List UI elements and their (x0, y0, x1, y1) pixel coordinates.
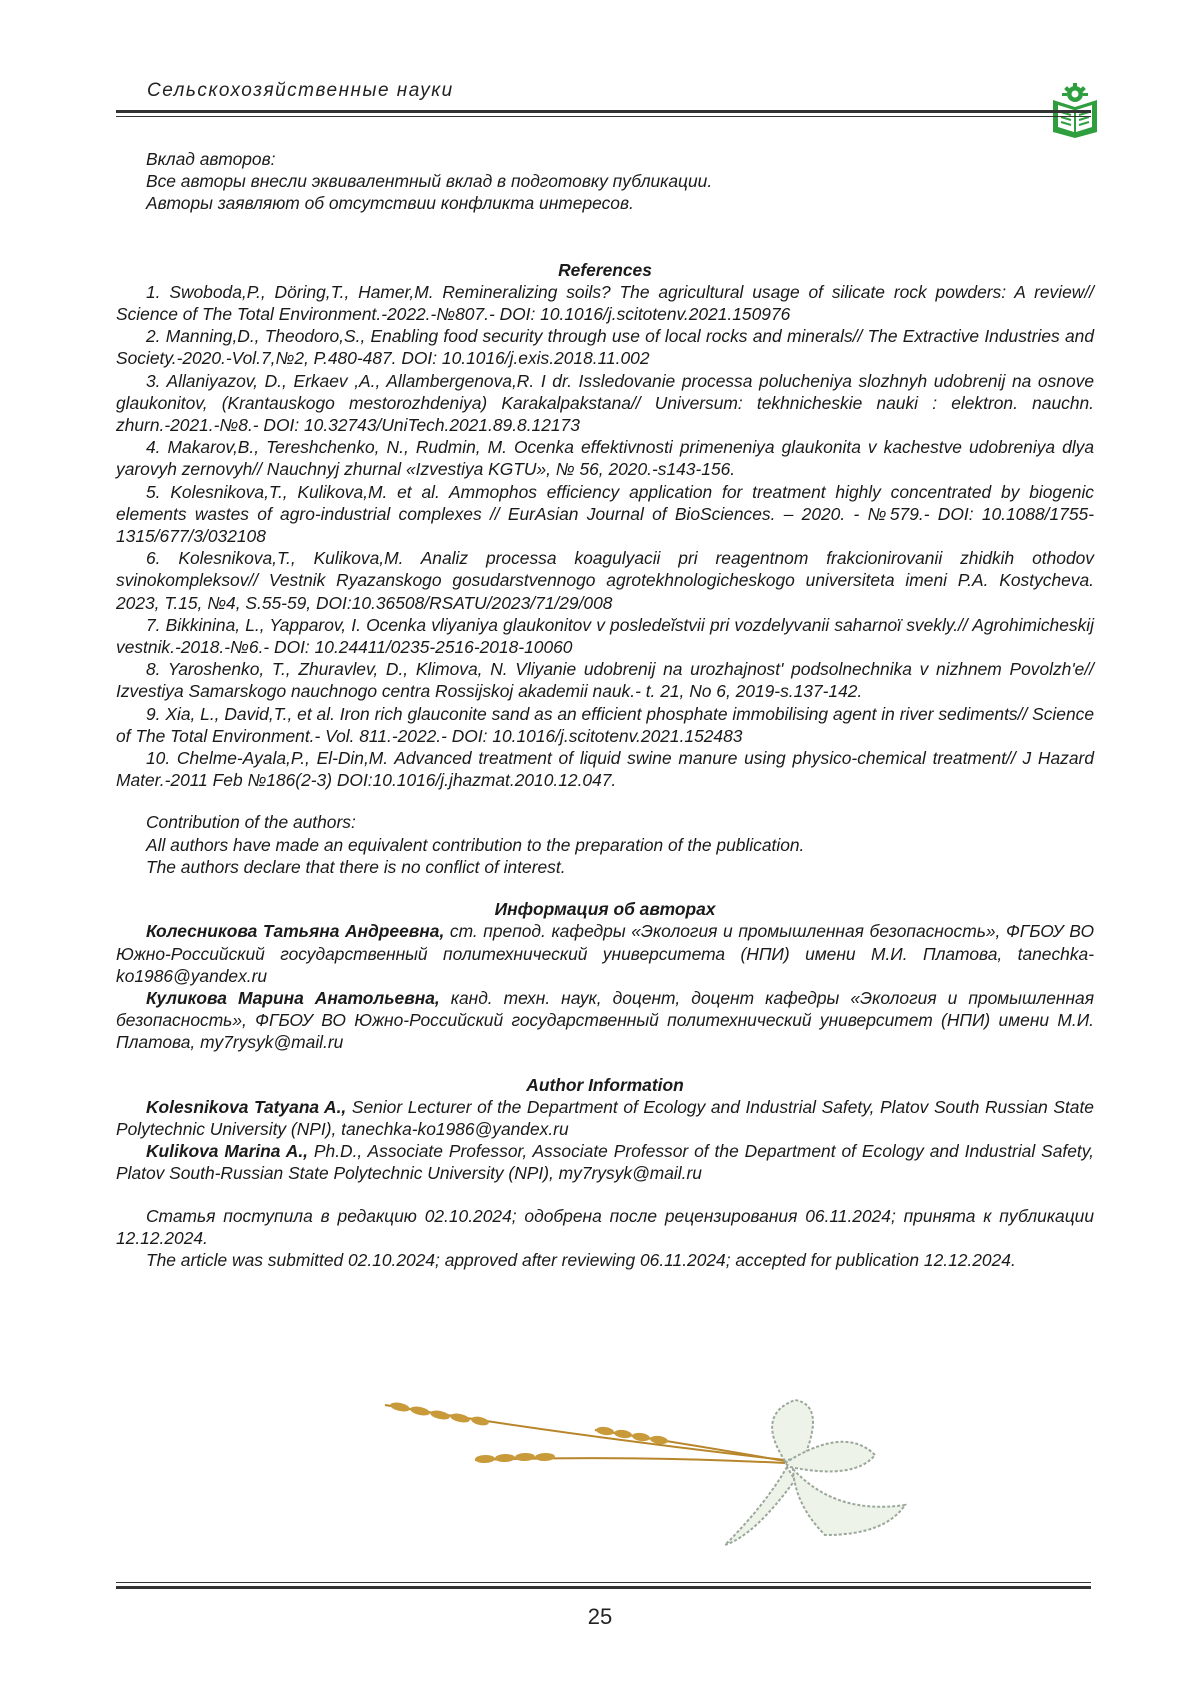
authors-ru-heading: Информация об авторах (494, 899, 716, 920)
author-ru-1 (116, 920, 1094, 987)
contrib-en-line1: All authors have made an equivalent contribution to the preparation of the publication. (146, 834, 805, 855)
authors-en-heading: Author Information (526, 1074, 684, 1095)
references-heading: References (558, 259, 652, 280)
wheat-ears-ribbon-icon (365, 1385, 945, 1565)
footer-rule-thick (116, 1586, 1091, 1589)
contrib-ru-line2: Авторы заявляют об отсутствии конфликта интересов. (146, 193, 634, 214)
reference-item: 2. Manning,D., Theodoro,S., Enabling food security through use of local rocks and minerals// The Extractive Industries and Society.-2020.-Vol.7,№2, P.480-487. DOI: 10.1016/j.exis.2018.11.002 (116, 326, 1094, 369)
header-rule-thin (116, 116, 1091, 117)
journal-section-title: Сельскохозяйственные науки (147, 80, 454, 101)
author-en-2-details: Ph.D., Associate Professor, Associate Professor of the Department of Ecology and Industrial Safety, Platov South-Russian State Polytechnic University (NPI), my7rysyk@mail.ru (116, 1141, 1094, 1184)
author-ru-2 (116, 987, 1094, 1054)
reference-item: 3. Allaniyazov, D., Erkaev ,A., Allambergenova,R. I dr. Issledovanie processa polucheniya slozhnyh udobrenij na osnove glaukonitov, (Krantauskogo mestorozhdeniya) Karakalpakstana// Universum: tekhnicheskie nauki : elektron. nauchn. zhurn.-2021.-№8.- DOI: 10.32743/UniTech.2021.89.8.12173 (116, 370, 1094, 436)
contrib-ru-line1: Все авторы внесли эквивалентный вклад в подготовку публикации. (146, 171, 713, 192)
reference-item: 8. Yaroshenko, T., Zhuravlev, D., Klimova, N. Vliyanie udobrenij na urozhajnost' podsolnechnika v nizhnem Povolzh'e// Izvestiya Samarskogo nauchnogo centra Rossijskoj akademii nauk.- t. 21, No 6, 2019-s.137-142. (116, 659, 1094, 702)
author-en-2-name: Kulikova Marina A., (146, 1141, 308, 1162)
author-ru-2-name: Куликова Марина Анатольевна, (146, 987, 440, 1008)
reference-item: 1. Swoboda,P., Döring,T., Hamer,M. Remineralizing soils? The agricultural usage of silicate rock powders: A review// Science of The Total Environment.-2022.-№807.- DOI: 10.1016/j.scitotenv.2021.150976 (116, 281, 1094, 325)
reference-item: 7. Bikkinina, L., Yapparov, I. Ocenka vliyaniya glaukonitov v posledeĭstvii pri vozdelyvanii saharnoї svekly.// Agrohimicheskij vestnik.-2018.-№6.- DOI: 10.24411/0235-2516-2018-10060 (116, 614, 1094, 658)
dates-ru: Статья поступила в редакцию 02.10.2024; одобрена после рецензирования 06.11.2024; принята к публикации 12.12.2024. (116, 1205, 1094, 1248)
dates-en: The article was submitted 02.10.2024; approved after reviewing 06.11.2024; accepted for publication 12.12.2024. (146, 1249, 1016, 1270)
reference-item: 4. Makarov,B., Tereshchenko, N., Rudmin, M. Ocenka effektivnosti primeneniya glaukonita v kachestve udobreniya dlya yarovyh zernovyh// Nauchnyj zhurnal «Izvestiya KGTU», № 56, 2020.-s143-156. (116, 437, 1094, 480)
author-ru-1-details: ст. препод. кафедры «Экология и промышленная безопасность», ФГБОУ ВО Южно-Российский государственный политехнический университета (НПИ) имени М.И. Платова, tanechka-ko1986@yandex.ru (116, 921, 1094, 986)
contrib-en-line2: The authors declare that there is no conflict of interest. (146, 856, 566, 877)
author-ru-1-name: Колесникова Татьяна Андреевна, (146, 921, 445, 942)
reference-item: 6. Kolesnikova,T., Kulikova,M. Analiz processa koagulyacii pri reagentnom frakcionirovanii zhidkih othodov svinokompleksov// Vestnik Ryazanskogo gosudarstvennogo agrotekhnologicheskogo universiteta imeni P.A. Kostycheva. 2023, T.15, №4, S.55-59, DOI:10.36508/RSATU/2023/71/29/008 (116, 548, 1094, 613)
reference-item: 9. Xia, L., David,T., et al. Iron rich glauconite sand as an efficient phosphate immobilising agent in river sediments// Science of The Total Environment.- Vol. 811.-2022.- DOI: 10.1016/j.scitotenv.2021.152483 (116, 703, 1094, 746)
contrib-en-heading: Contribution of the authors: (146, 812, 356, 833)
footer-rule-thin (116, 1582, 1091, 1583)
header-rule-thick (116, 110, 1091, 113)
author-en-1 (116, 1096, 1094, 1140)
author-en-1-name: Kolesnikova Tatyana A., (146, 1096, 347, 1117)
page-number: 25 (587, 1604, 613, 1629)
reference-item: 5. Kolesnikova,T., Kulikova,M. et al. Ammophos efficiency application for treatment highly concentrated by biogenic elements wastes of agro-industrial complexes // EurAsian Journal of BioSciences. – 2020. - №579.- DOI: 10.1088/1755-1315/677/3/032108 (116, 481, 1094, 547)
author-en-2 (116, 1140, 1094, 1184)
page-content (116, 148, 1094, 1271)
contrib-ru-heading: Вклад авторов: (146, 149, 276, 169)
author-en-1-details: Senior Lecturer of the Department of Ecology and Industrial Safety, Platov South Russian State Polytechnic University (NPI), tanechka-ko1986@yandex.ru (116, 1096, 1094, 1139)
reference-item: 10. Chelme-Ayala,P., El-Din,M. Advanced treatment of liquid swine manure using physico-chemical treatment// J Hazard Mater.-2011 Feb №186(2-3) DOI:10.1016/j.jhazmat.2010.12.047. (116, 748, 1094, 791)
author-ru-2-details: канд. техн. наук, доцент, доцент кафедры «Экология и промышленная безопасность», ФГБОУ ВО Южно-Российский государственный политехнический университет (НПИ) имени М.И. Платова, my7rysyk@mail.ru (116, 987, 1094, 1053)
